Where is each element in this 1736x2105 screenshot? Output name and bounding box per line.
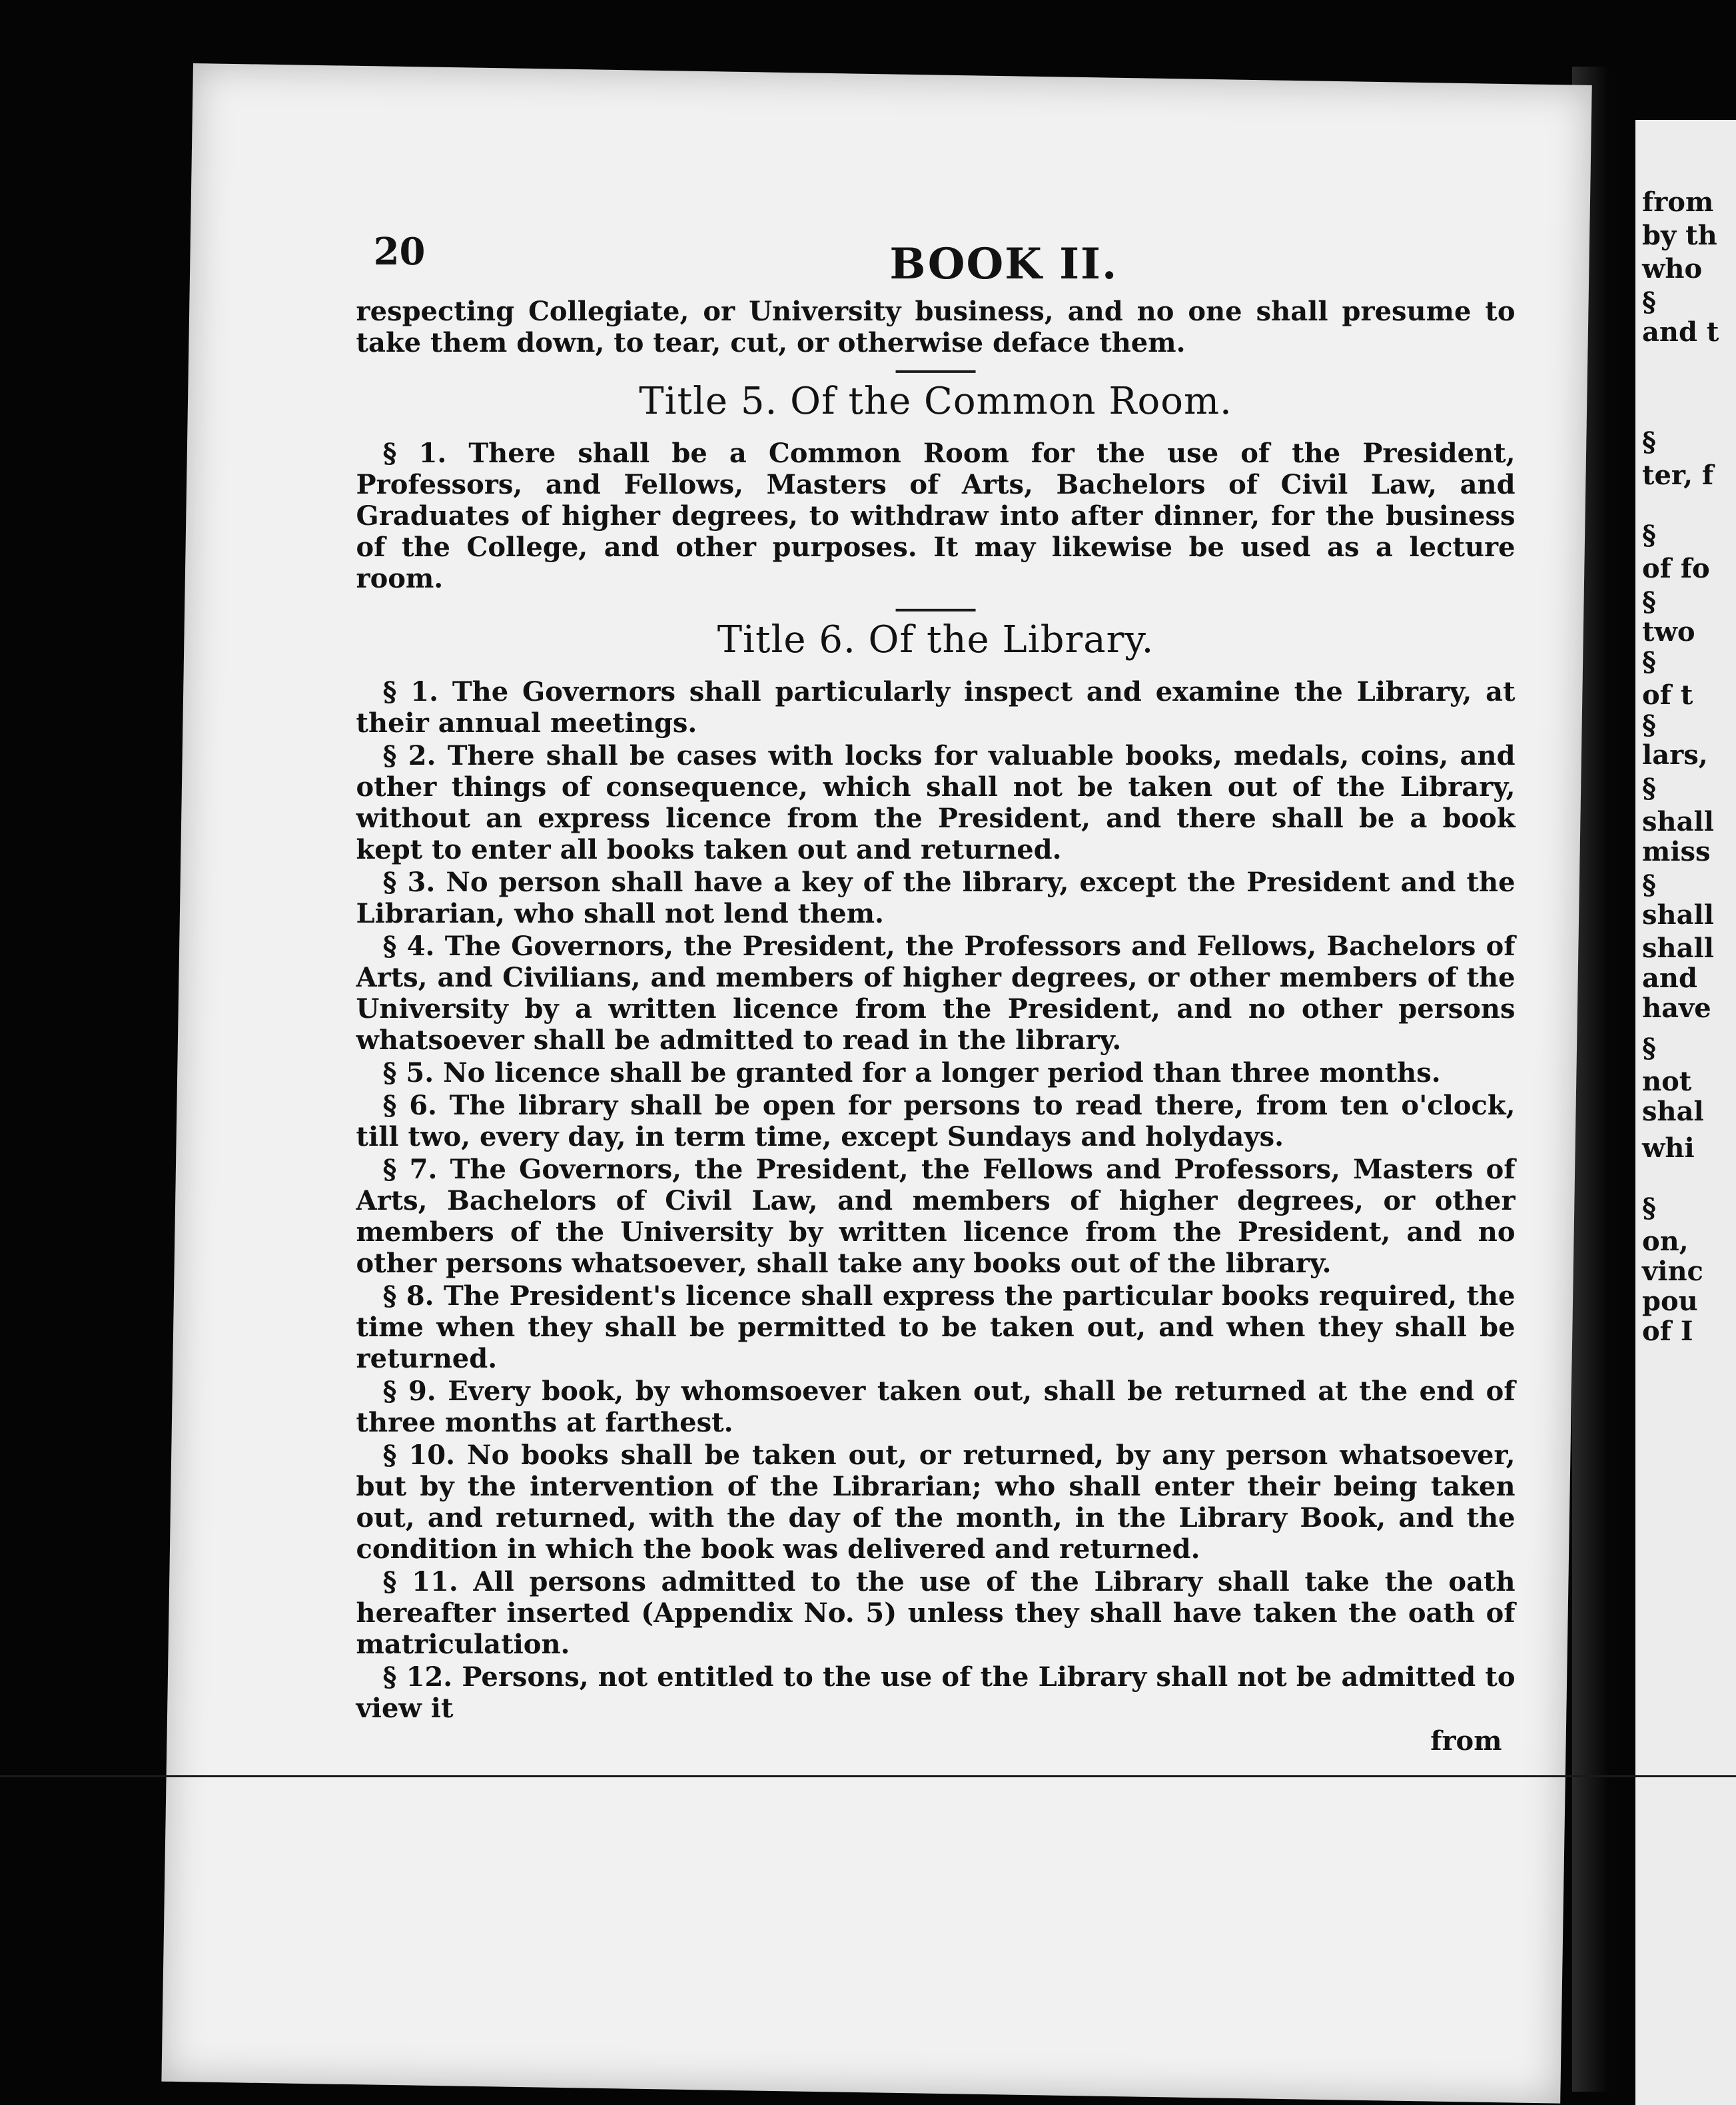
title-5-sections: [356, 438, 1516, 594]
facing-page: [1635, 120, 1736, 2105]
section-paragraph: § 7. The Governors, the President, the Fellows and Professors, Masters of Arts, Bachelors of Civil Law, and members of higher degrees, or other members of the University by written licence from the President, and no other persons whatsoever, shall take any books out of the library.: [356, 1153, 1516, 1279]
facing-page-fragment: and t: [1642, 316, 1719, 348]
page-number: 20: [373, 229, 426, 274]
facing-page-fragment: by th: [1642, 220, 1717, 251]
facing-page-fragment: pou: [1642, 1286, 1698, 1317]
facing-page-fragment: §: [1642, 869, 1656, 901]
section-rule: [896, 609, 976, 612]
facing-page-fragment: on,: [1642, 1226, 1689, 1257]
facing-page-fragment: have: [1642, 993, 1711, 1024]
facing-page-fragment: ter, f: [1642, 460, 1714, 491]
title-5-heading: Title 5. Of the Common Room.: [639, 379, 1232, 423]
facing-page-fragment: who: [1642, 253, 1703, 284]
facing-page-fragment: two: [1642, 616, 1695, 647]
facing-page-fragment: shall: [1642, 899, 1714, 931]
running-head: BOOK II.: [889, 239, 1118, 290]
facing-page-fragment: of fo: [1642, 553, 1710, 584]
catchword: from: [1430, 1725, 1502, 1757]
section-paragraph: § 12. Persons, not entitled to the use of the Library shall not be admitted to view it: [356, 1661, 1516, 1724]
facing-page-fragment: §: [1642, 1033, 1656, 1064]
facing-page-fragment: §: [1642, 286, 1656, 318]
section-paragraph: § 8. The President's licence shall express the particular books required, the time when they shall be permitted to be taken out, and when they shall be returned.: [356, 1280, 1516, 1374]
facing-page-fragment: §: [1642, 709, 1656, 741]
facing-page-fragment: shall: [1642, 933, 1714, 964]
facing-page-fragment: §: [1642, 773, 1656, 804]
title-6-sections: [356, 676, 1516, 1724]
facing-page-fragment: §: [1642, 586, 1656, 618]
facing-page-fragment: lars,: [1642, 739, 1708, 771]
section-paragraph: § 9. Every book, by whomsoever taken out, shall be returned at the end of three months at farthest.: [356, 1375, 1516, 1438]
facing-page-fragment: §: [1642, 646, 1656, 677]
section-paragraph: § 5. No licence shall be granted for a longer period than three months.: [382, 1056, 1441, 1088]
facing-page-fragment: §: [1642, 1192, 1656, 1224]
section-paragraph: § 1. The Governors shall particularly inspect and examine the Library, at their annual meetings.: [356, 675, 1516, 739]
facing-page-fragment: from: [1642, 187, 1714, 218]
facing-page-fragment: miss: [1642, 836, 1711, 867]
facing-page-fragment: vinc: [1642, 1256, 1703, 1287]
facing-page-fragment: whi: [1642, 1132, 1695, 1164]
facing-page-fragment: of I: [1642, 1316, 1693, 1347]
title-6-heading: Title 6. Of the Library.: [717, 618, 1154, 661]
section-paragraph: § 4. The Governors, the President, the Professors and Fellows, Bachelors of Arts, and Civilians, and members of higher degrees, or other members of the University by a written licence from the President, and no other persons whatsoever shall be admitted to read in the library.: [356, 930, 1516, 1056]
page-body: [356, 296, 1516, 1757]
section-paragraph: § 10. No books shall be taken out, or returned, by any person whatsoever, but by the intervention of the Librarian; who shall enter their being taken out, and returned, with the day of the month, in the Library Book, and the condition in which the book was delivered and returned.: [356, 1439, 1516, 1565]
section-paragraph: § 11. All persons admitted to the use of the Library shall take the oath hereafter inserted (Appendix No. 5) unless they shall have taken the oath of matriculation.: [356, 1565, 1516, 1660]
facing-page-fragment: of t: [1642, 679, 1693, 711]
facing-page-fragment: §: [1642, 520, 1656, 551]
section-rule: [896, 370, 976, 373]
section-paragraph: § 1. There shall be a Common Room for the use of the President, Professors, and Fellows, Masters of Arts, Bachelors of Civil Law, and Graduates of higher degrees, to withdraw into after dinner, for the business of the College, and other purposes. It may likewise be used as a lecture room.: [356, 437, 1516, 594]
facing-page-fragment: §: [1642, 426, 1656, 458]
section-paragraph: § 2. There shall be cases with locks for valuable books, medals, coins, and other things of consequence, which shall not be taken out of the Library, without an express licence from the President, and there shall be a book kept to enter all books taken out and returned.: [356, 739, 1516, 865]
fold-crease-line: [0, 1775, 1736, 1777]
continued-paragraph: respecting Collegiate, or University business, and no one shall presume to take them down, to tear, cut, or otherwise deface them.: [356, 295, 1516, 358]
section-paragraph: § 3. No person shall have a key of the library, except the President and the Librarian, who shall not lend them.: [356, 866, 1516, 929]
facing-page-fragment: not: [1642, 1066, 1692, 1097]
section-paragraph: § 6. The library shall be open for persons to read there, from ten o'clock, till two, every day, in term time, except Sundays and holydays.: [356, 1089, 1516, 1152]
facing-page-fragment: shal: [1642, 1096, 1704, 1127]
facing-page-fragment: shall: [1642, 806, 1714, 837]
book-page: [161, 63, 1591, 2104]
facing-page-fragment: and: [1642, 963, 1697, 994]
